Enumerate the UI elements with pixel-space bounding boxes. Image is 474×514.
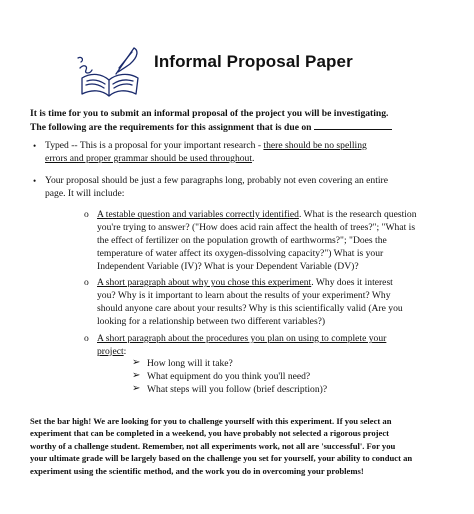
check-arrow-icon: ➢ [132, 383, 141, 394]
procedure-equipment: What equipment do you think you'll need? [147, 371, 311, 382]
intro-paragraph [30, 107, 450, 134]
document-title: Informal Proposal Paper [154, 52, 353, 71]
subitem-why: A short paragraph about why you chose this experiment. Why does it interest you? Why is it important to learn about the results of your experiment? Why should anyone care about your results? Why is this scientifically valid (Are you looking for a relationship between two different variables?) [97, 277, 403, 327]
procedure-time: How long will it take? [147, 358, 233, 369]
bullet-marker: • [33, 176, 37, 186]
book-quill-clipart [76, 44, 142, 100]
intro-line-1: It is time for you to submit an informal proposal of the project you will be investigating. [30, 108, 389, 119]
bullet-marker: • [33, 141, 37, 151]
subitem-marker: o [84, 277, 89, 288]
closing-paragraph: Set the bar high! We are looking for you to challenge yourself with this experiment. If you select an experiment that can be completed in a weekend, you have probably not selected a rigorous project worthy of a challenge student. Remember, not all experiments work, not all are 'successful'. For you your ultimate grade will be largely based on the challenge you set for yourself, your ability to conduct an experiment using the scientific method, and the work you do in overcoming your problems! [30, 416, 413, 476]
check-arrow-icon: ➢ [132, 370, 141, 381]
procedure-steps: What steps will you follow (brief description)? [147, 384, 328, 395]
check-arrow-icon: ➢ [132, 357, 141, 368]
subitem-marker: o [84, 333, 89, 344]
bullet-typed: Typed -- This is a proposal for your important research - there should be no spelling errors and proper grammar should be used throughout. [45, 140, 367, 164]
spelling-requirement: there should be no spelling [263, 140, 367, 151]
subitem-procedures: A short paragraph about the procedures you plan on using to complete your project: [97, 333, 387, 357]
due-date-blank [314, 120, 392, 130]
bullet-length: Your proposal should be just a few paragraphs long, probably not even covering an entire page. It will include: [45, 175, 388, 199]
subitem-marker: o [84, 209, 89, 220]
intro-line-2: The following are the requirements for this assignment that is due on [30, 120, 450, 134]
subitem-question: A testable question and variables correctly identified. What is the research question you're trying to answer? ("How does acid rain affect the health of trees?"; "What is the effect of fertilizer on the population growth of earthworms?"; "Does the temperature of water affect its oxygen-dissolving capacity?") What is your Independent Variable (IV)? What is your Dependent Variable (DV)? [97, 209, 417, 272]
grammar-requirement: errors and proper grammar should be used throughout [45, 153, 253, 164]
